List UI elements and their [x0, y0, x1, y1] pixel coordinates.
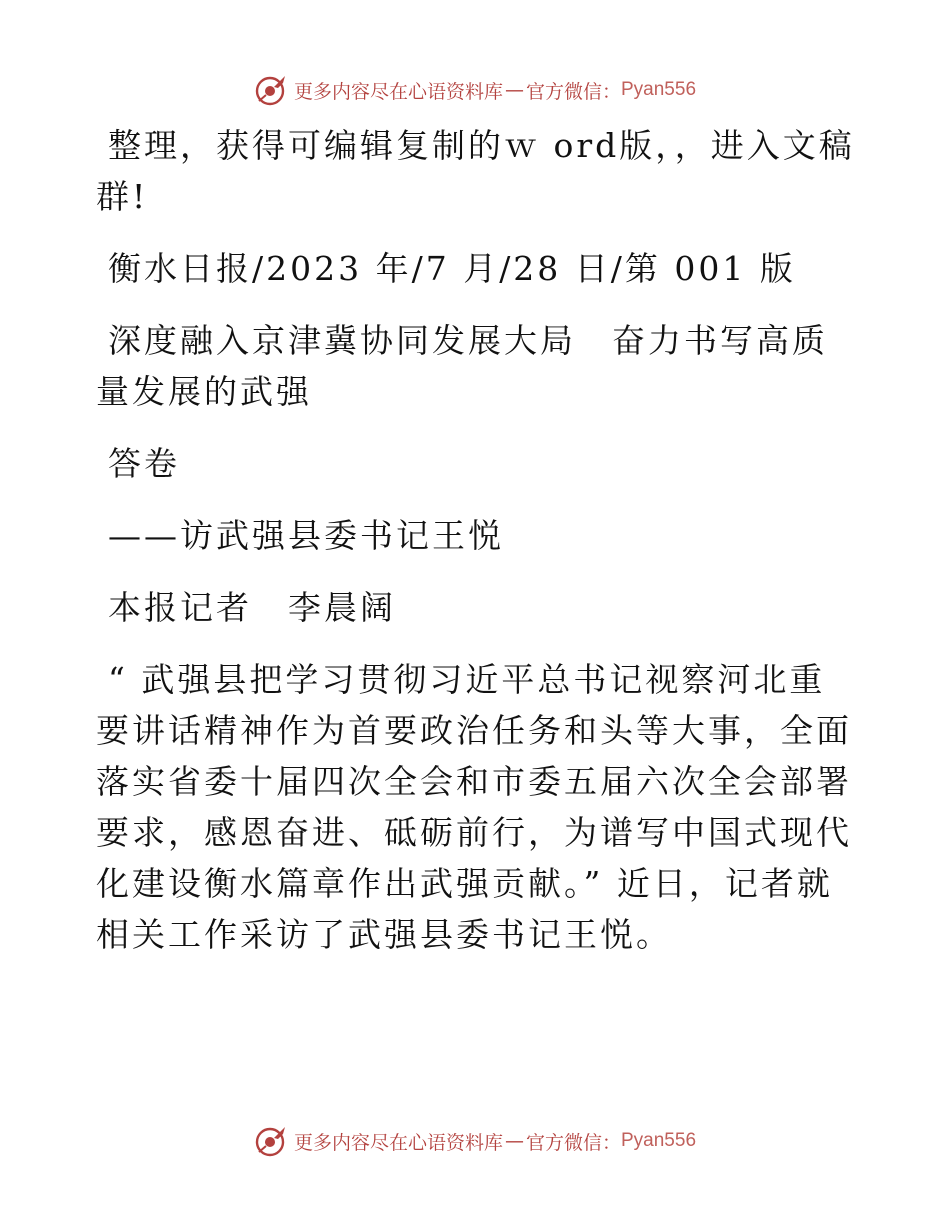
subtitle: ——访武强县委书记王悦 [108, 516, 504, 555]
watermark-site-text: 更多内容尽在心语资料库 [293, 1131, 503, 1154]
quill-logo-icon [254, 1124, 288, 1158]
header-watermark [0, 70, 950, 110]
watermark-contact-label: 官方微信： [525, 80, 621, 103]
headline: 深度融入京津冀协同发展大局 奋力书写高质量发展的武强 [96, 321, 828, 411]
document-body [96, 120, 856, 960]
intro-paragraph: 整理，获得可编辑复制的ｗ ord版，，进入文稿群! [96, 126, 855, 216]
watermark-contact-label: 官方微信： [525, 1131, 621, 1154]
watermark-contact-id: Pyan556 [621, 79, 697, 100]
watermark-site-text: 更多内容尽在心语资料库 [293, 80, 503, 103]
headline-continuation: 答卷 [108, 444, 180, 483]
watermark-dash: — [504, 1130, 524, 1152]
byline: 本报记者 李晨阔 [108, 588, 396, 627]
body-paragraph: “ 武强县把学习贯彻习近平总书记视察河北重要讲话精神作为首要政治任务和头等大事，全面落实省委十届四次全会和市委五届六次全会部署要求，感恩奋进、砥砺前行，为谱写中国式现代化建设衡水篇章作出武强贡献。” 近日，记者就相关工作采访了武强县委书记王悦。 [96, 660, 852, 954]
watermark-contact-id: Pyan556 [621, 1130, 697, 1151]
footer-watermark [0, 1121, 950, 1161]
watermark-dash: — [504, 79, 524, 101]
source-line: 衡水日报/2023 年/7 月/28 日/第 001 版 [108, 249, 796, 288]
quill-logo-icon [254, 73, 288, 107]
